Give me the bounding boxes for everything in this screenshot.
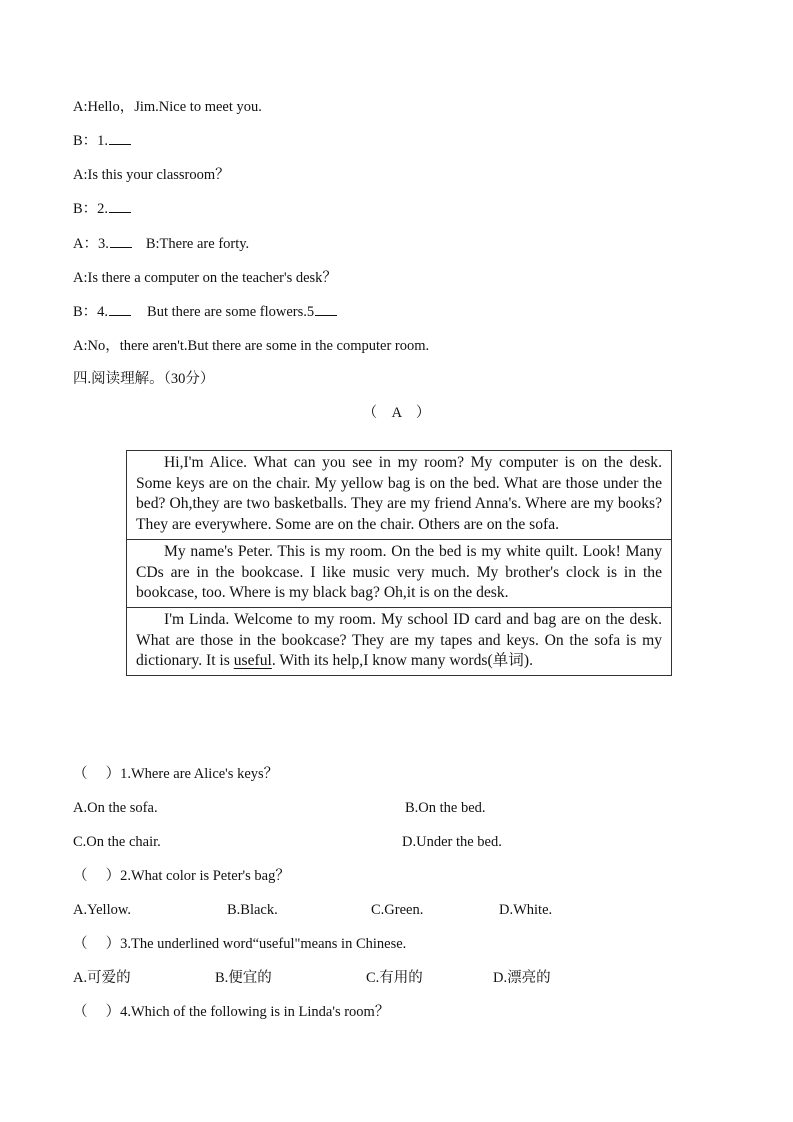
underlined-word: useful bbox=[233, 652, 272, 670]
passage-linda-text bbox=[136, 610, 662, 672]
dialogue-line-4 bbox=[73, 200, 131, 218]
q1-option-d[interactable]: D.Under the bed. bbox=[402, 834, 502, 850]
passage-linda-text-part: I'm Linda. Welcome to my room. My school ID card and bag are on the desk. What are those in the bookcase? They are my tapes and keys. On the sofa is my dictionary. It is bbox=[136, 610, 662, 670]
answer-blank-5[interactable] bbox=[315, 313, 337, 316]
dialogue-text: B：1. bbox=[73, 133, 109, 149]
reading-passages-box bbox=[126, 450, 672, 676]
passage-peter-text: My name's Peter. This is my room. On the bed is my white quilt. Look! Many CDs are in the bookcase. I like music very much. My brother's clock is in the bookcase, too. Where is my black bag? Oh,it is on the desk. bbox=[136, 542, 662, 602]
part-label: （ A ） bbox=[362, 405, 431, 421]
q3-option-a[interactable]: A.可爱的 bbox=[73, 970, 131, 986]
question-4: （ ）4.Which of the following is in Linda's room？ bbox=[73, 1004, 390, 1020]
answer-blank-4[interactable] bbox=[109, 313, 131, 316]
dialogue-line-2 bbox=[73, 132, 131, 150]
passage-peter bbox=[127, 540, 671, 608]
question-3: （ ）3.The underlined word“useful"means in Chinese. bbox=[73, 936, 407, 952]
section-title: 四.阅读理解。（30分） bbox=[73, 371, 215, 387]
dialogue-line-5 bbox=[73, 235, 249, 253]
dialogue-text: But there are some flowers.5 bbox=[147, 304, 315, 320]
q3-option-d[interactable]: D.漂亮的 bbox=[493, 970, 551, 986]
dialogue-line-3: A:Is this your classroom？ bbox=[73, 167, 230, 183]
q2-option-a[interactable]: A.Yellow. bbox=[73, 902, 132, 918]
passage-linda-text-part: . With its help,I know many words(单词). bbox=[271, 652, 533, 670]
dialogue-text: B:There are forty. bbox=[145, 236, 250, 252]
dialogue-text: B：4. bbox=[73, 304, 109, 320]
q3-option-c[interactable]: C.有用的 bbox=[366, 970, 423, 986]
dialogue-line-7 bbox=[73, 303, 337, 321]
dialogue-line-6: A:Is there a computer on the teacher's desk？ bbox=[73, 270, 337, 286]
dialogue-text: A：3. bbox=[73, 236, 109, 252]
dialogue-text: B：2. bbox=[73, 201, 109, 217]
passage-alice bbox=[127, 451, 671, 540]
question-1: （ ）1.Where are Alice's keys？ bbox=[73, 766, 279, 782]
q1-option-b[interactable]: B.On the bed. bbox=[405, 800, 486, 816]
dialogue-line-1: A:Hello，Jim.Nice to meet you. bbox=[73, 99, 262, 115]
passage-alice-text: Hi,I'm Alice. What can you see in my room? My computer is on the desk. Some keys are on the chair. My yellow bag is on the bed. What are those under the bed? Oh,they are two basketballs. They are my friend Anna's. Where are my books? They are everywhere. Some are on the chair. Others are on the sofa. bbox=[136, 454, 662, 534]
q2-option-b[interactable]: B.Black. bbox=[227, 902, 278, 918]
passage-linda bbox=[127, 608, 671, 675]
q1-option-a[interactable]: A.On the sofa. bbox=[73, 800, 158, 816]
q3-option-b[interactable]: B.便宜的 bbox=[215, 970, 272, 986]
answer-blank-2[interactable] bbox=[109, 210, 131, 213]
answer-blank-1[interactable] bbox=[109, 142, 131, 145]
question-2: （ ）2.What color is Peter's bag？ bbox=[73, 868, 290, 884]
q2-option-d[interactable]: D.White. bbox=[499, 902, 553, 918]
q1-option-c[interactable]: C.On the chair. bbox=[73, 834, 161, 850]
dialogue-line-8: A:No，there aren't.But there are some in the computer room. bbox=[73, 338, 430, 354]
q2-option-c[interactable]: C.Green. bbox=[371, 902, 424, 918]
answer-blank-3[interactable] bbox=[110, 245, 132, 248]
